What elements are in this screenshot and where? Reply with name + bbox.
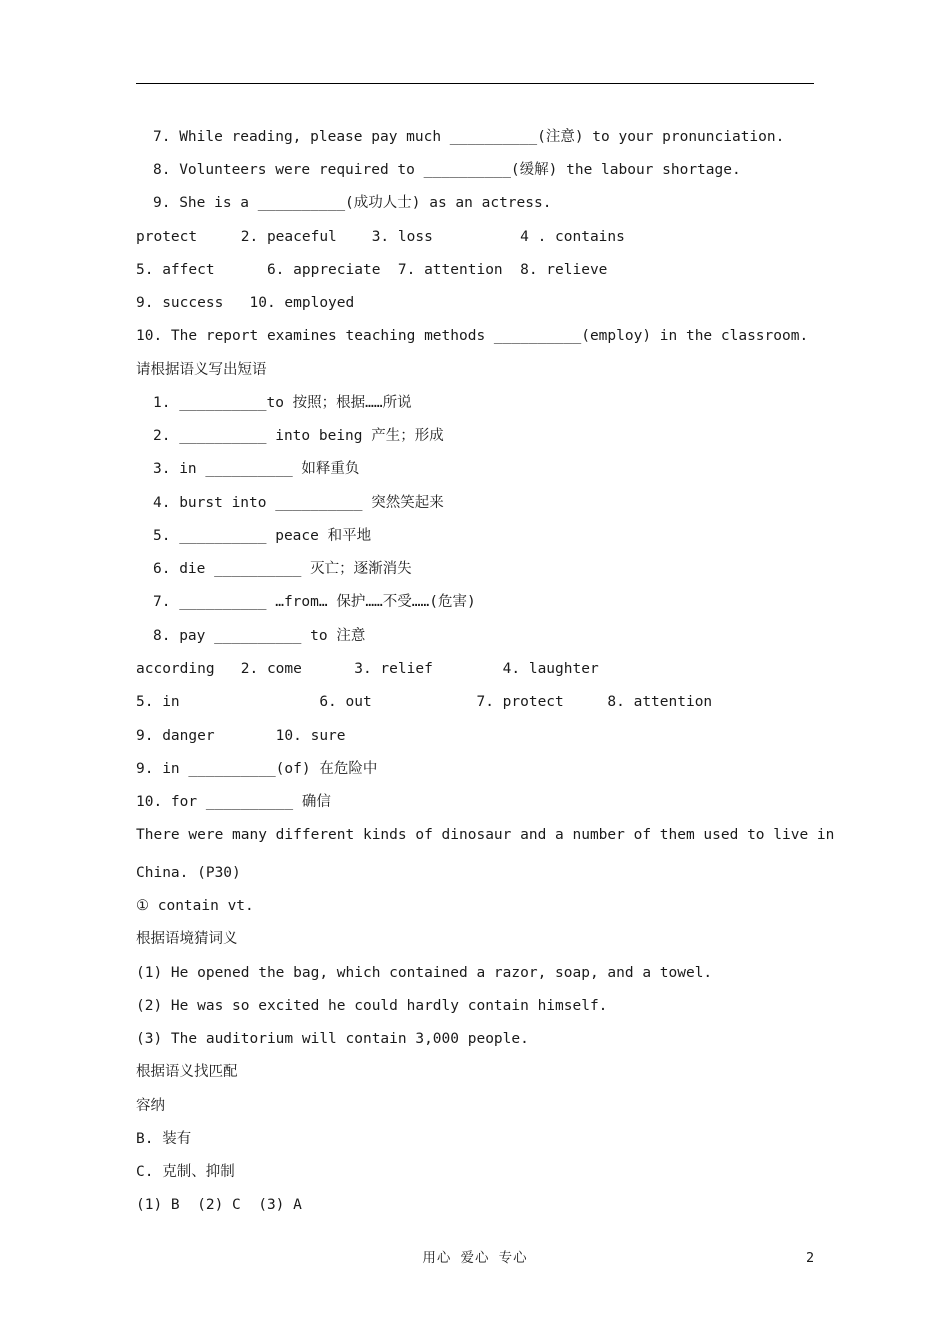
phrase-item: 2. __________ into being 产生；形成 (153, 428, 444, 444)
answer-line: 5. affect 6. appreciate 7. attention 8. relieve (136, 262, 608, 278)
section-heading: 根据语境猜词义 (136, 931, 238, 947)
example-sentence: (3) The auditorium will contain 3,000 people. (136, 1031, 529, 1047)
page-number: 2 (806, 1250, 815, 1266)
answer-line: 9. success 10. employed (136, 295, 355, 311)
answer-line: 9. danger 10. sure (136, 728, 346, 744)
phrase-item: 9. in __________(of) 在危险中 (136, 761, 378, 777)
answer-line: (1) B (2) C (3) A (136, 1197, 302, 1213)
phrase-item: 4. burst into __________ 突然笑起来 (153, 495, 444, 511)
phrase-item: 5. __________ peace 和平地 (153, 528, 372, 544)
answer-line: 5. in 6. out 7. protect 8. attention (136, 694, 713, 710)
phrase-item: 1. __________to 按照；根据……所说 (153, 395, 412, 411)
answer-line: protect 2. peaceful 3. loss 4 . contains (136, 229, 625, 245)
section-heading: 请根据语义写出短语 (136, 362, 267, 378)
option-line: C. 克制、抑制 (136, 1164, 235, 1180)
phrase-item: 10. for __________ 确信 (136, 794, 331, 810)
section-heading: 根据语义找匹配 (136, 1064, 238, 1080)
exercise-line: 9. She is a __________(成功人士) as an actress. (153, 195, 552, 211)
exercise-line: 7. While reading, please pay much __________(注意) to your pronunciation. (153, 129, 785, 145)
sentence-line: China. (P30) (136, 865, 241, 881)
option-line: B. 装有 (136, 1131, 192, 1147)
sentence-line: There were many different kinds of dinosaur and a number of them used to live in (136, 827, 835, 843)
exercise-line: 10. The report examines teaching methods __________(employ) in the classroom. (136, 328, 809, 344)
answer-line: according 2. come 3. relief 4. laughter (136, 661, 599, 677)
exercise-line: 8. Volunteers were required to __________(缓解) the labour shortage. (153, 162, 741, 178)
phrase-item: 3. in __________ 如释重负 (153, 461, 360, 477)
example-sentence: (2) He was so excited he could hardly contain himself. (136, 998, 608, 1014)
phrase-item: 7. __________ …from… 保护……不受……(危害) (153, 594, 476, 610)
footer-motto: 用心 爱心 专心 (422, 1250, 528, 1266)
vocab-entry: ① contain vt. (136, 898, 254, 914)
option-line: 容纳 (136, 1098, 165, 1114)
header-rule (136, 83, 814, 84)
phrase-item: 8. pay __________ to 注意 (153, 628, 366, 644)
phrase-item: 6. die __________ 灭亡；逐渐消失 (153, 561, 412, 577)
example-sentence: (1) He opened the bag, which contained a razor, soap, and a towel. (136, 965, 713, 981)
